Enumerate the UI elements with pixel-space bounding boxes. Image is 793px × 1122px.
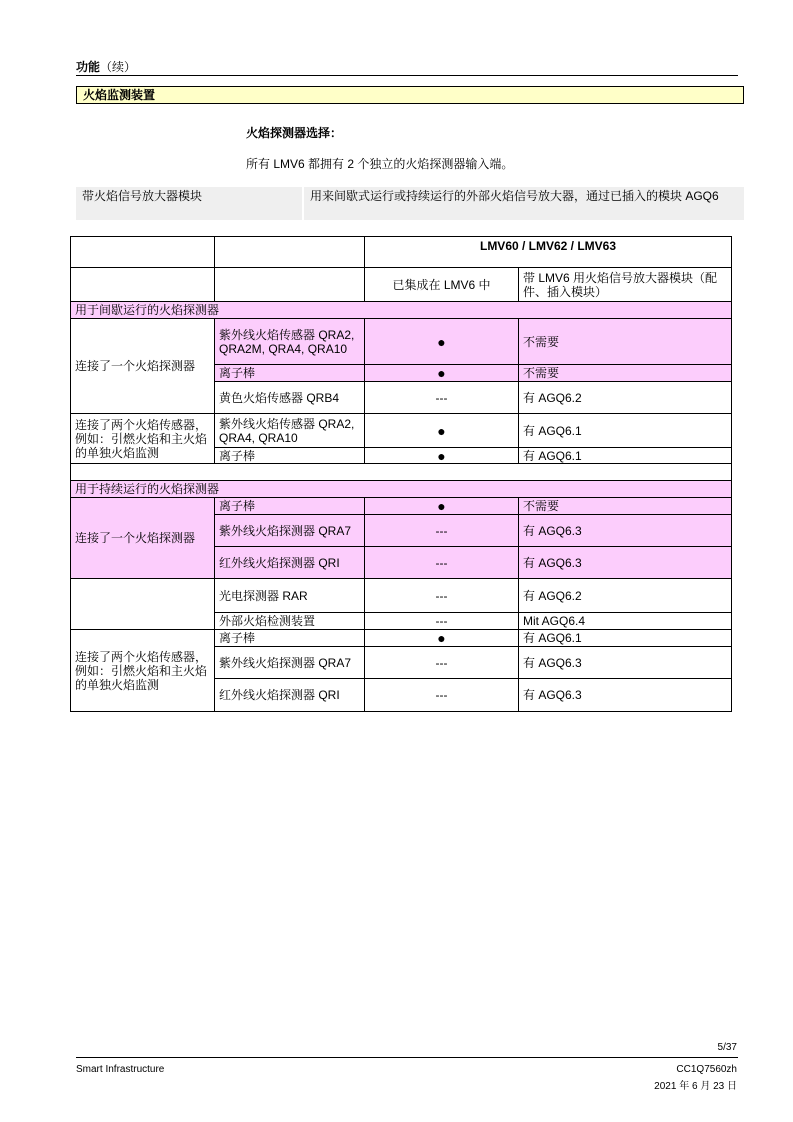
group1-title: 用于间歇运行的火焰探测器	[71, 302, 732, 319]
sensor-cell: 紫外线火焰传感器 QRA2, QRA4, QRA10	[215, 414, 365, 448]
header-empty-2	[215, 237, 365, 268]
sensor-cell: 离子棒	[215, 630, 365, 647]
footer-doc-id: CC1Q7560zh	[676, 1064, 737, 1075]
footer-date: 2021 年 6 月 23 日	[654, 1081, 737, 1092]
integrated-cell: ---	[365, 382, 519, 414]
sensor-cell: 红外线火焰探测器 QRI	[215, 547, 365, 579]
module-cell: 不需要	[519, 365, 732, 382]
group2-empty-label	[71, 579, 215, 630]
sensor-cell: 光电探测器 RAR	[215, 579, 365, 613]
module-cell: 有 AGQ6.2	[519, 382, 732, 414]
header-subtitle: （续）	[100, 60, 137, 74]
integrated-cell: ---	[365, 547, 519, 579]
integrated-cell: ●	[365, 448, 519, 464]
integrated-cell: ---	[365, 679, 519, 712]
module-cell: 有 AGQ6.3	[519, 647, 732, 679]
integrated-cell: ---	[365, 579, 519, 613]
header-divider	[76, 75, 738, 76]
table-row	[71, 414, 732, 448]
module-cell: 有 AGQ6.1	[519, 630, 732, 647]
spacer-row	[71, 464, 732, 481]
section-title-bar: 火焰监测装置	[76, 86, 744, 104]
group2-two-label: 连接了两个火焰传感器，例如：引燃火焰和主火焰的单独火焰监测	[71, 630, 215, 712]
sensor-cell: 离子棒	[215, 365, 365, 382]
module-cell: Mit AGQ6.4	[519, 613, 732, 630]
integrated-cell: ---	[365, 647, 519, 679]
group1-two-label: 连接了两个火焰传感器，例如：引燃火焰和主火焰的单独火焰监测	[71, 414, 215, 464]
module-cell: 不需要	[519, 319, 732, 365]
sensor-cell: 离子棒	[215, 498, 365, 515]
page-number: 5/37	[717, 1042, 737, 1053]
selection-text: 所有 LMV6 都拥有 2 个独立的火焰探测器输入端。	[246, 157, 514, 171]
integrated-cell: ●	[365, 414, 519, 448]
integrated-cell: ---	[365, 613, 519, 630]
table-header-row	[71, 237, 732, 268]
module-cell: 有 AGQ6.1	[519, 414, 732, 448]
sensor-cell: 外部火焰检测装置	[215, 613, 365, 630]
module-cell: 有 AGQ6.3	[519, 515, 732, 547]
sensor-cell: 黄色火焰传感器 QRB4	[215, 382, 365, 414]
col-integrated: 已集成在 LMV6 中	[365, 268, 519, 302]
header-model: LMV60 / LMV62 / LMV63	[365, 237, 732, 268]
module-cell: 有 AGQ6.3	[519, 679, 732, 712]
sensor-cell: 红外线火焰探测器 QRI	[215, 679, 365, 712]
table-row	[71, 498, 732, 515]
table-row	[71, 319, 732, 365]
subheader-empty-1	[71, 268, 215, 302]
group2-one-label: 连接了一个火焰探测器	[71, 498, 215, 579]
sensor-cell: 紫外线火焰探测器 QRA7	[215, 647, 365, 679]
module-cell: 有 AGQ6.3	[519, 547, 732, 579]
sensor-cell: 紫外线火焰传感器 QRA2, QRA2M, QRA4, QRA10	[215, 319, 365, 365]
integrated-cell: ●	[365, 630, 519, 647]
integrated-cell: ●	[365, 498, 519, 515]
footer-company: Smart Infrastructure	[76, 1064, 165, 1075]
table-row	[71, 579, 732, 613]
integrated-cell: ---	[365, 515, 519, 547]
group2-title: 用于持续运行的火焰探测器	[71, 481, 732, 498]
amp-box-description: 用来间歇式运行或持续运行的外部火焰信号放大器，通过已插入的模块 AGQ6	[304, 187, 744, 220]
footer-divider	[76, 1057, 738, 1058]
header-empty-1	[71, 237, 215, 268]
module-cell: 有 AGQ6.1	[519, 448, 732, 464]
page-header-title	[76, 58, 136, 75]
table-row	[71, 630, 732, 647]
group1-one-label: 连接了一个火焰探测器	[71, 319, 215, 414]
integrated-cell: ●	[365, 319, 519, 365]
integrated-cell: ●	[365, 365, 519, 382]
group1-title-row	[71, 302, 732, 319]
module-cell: 不需要	[519, 498, 732, 515]
sensor-cell: 离子棒	[215, 448, 365, 464]
flame-detector-table	[70, 236, 732, 712]
amp-box-label: 带火焰信号放大器模块	[76, 187, 302, 220]
col-module: 带 LMV6 用火焰信号放大器模块（配件、插入模块）	[519, 268, 732, 302]
table-subheader-row	[71, 268, 732, 302]
selection-title: 火焰探测器选择：	[246, 126, 343, 140]
header-title-text: 功能	[76, 60, 101, 74]
sensor-cell: 紫外线火焰探测器 QRA7	[215, 515, 365, 547]
module-cell: 有 AGQ6.2	[519, 579, 732, 613]
spacer-cell	[71, 464, 732, 481]
group2-title-row	[71, 481, 732, 498]
subheader-empty-2	[215, 268, 365, 302]
